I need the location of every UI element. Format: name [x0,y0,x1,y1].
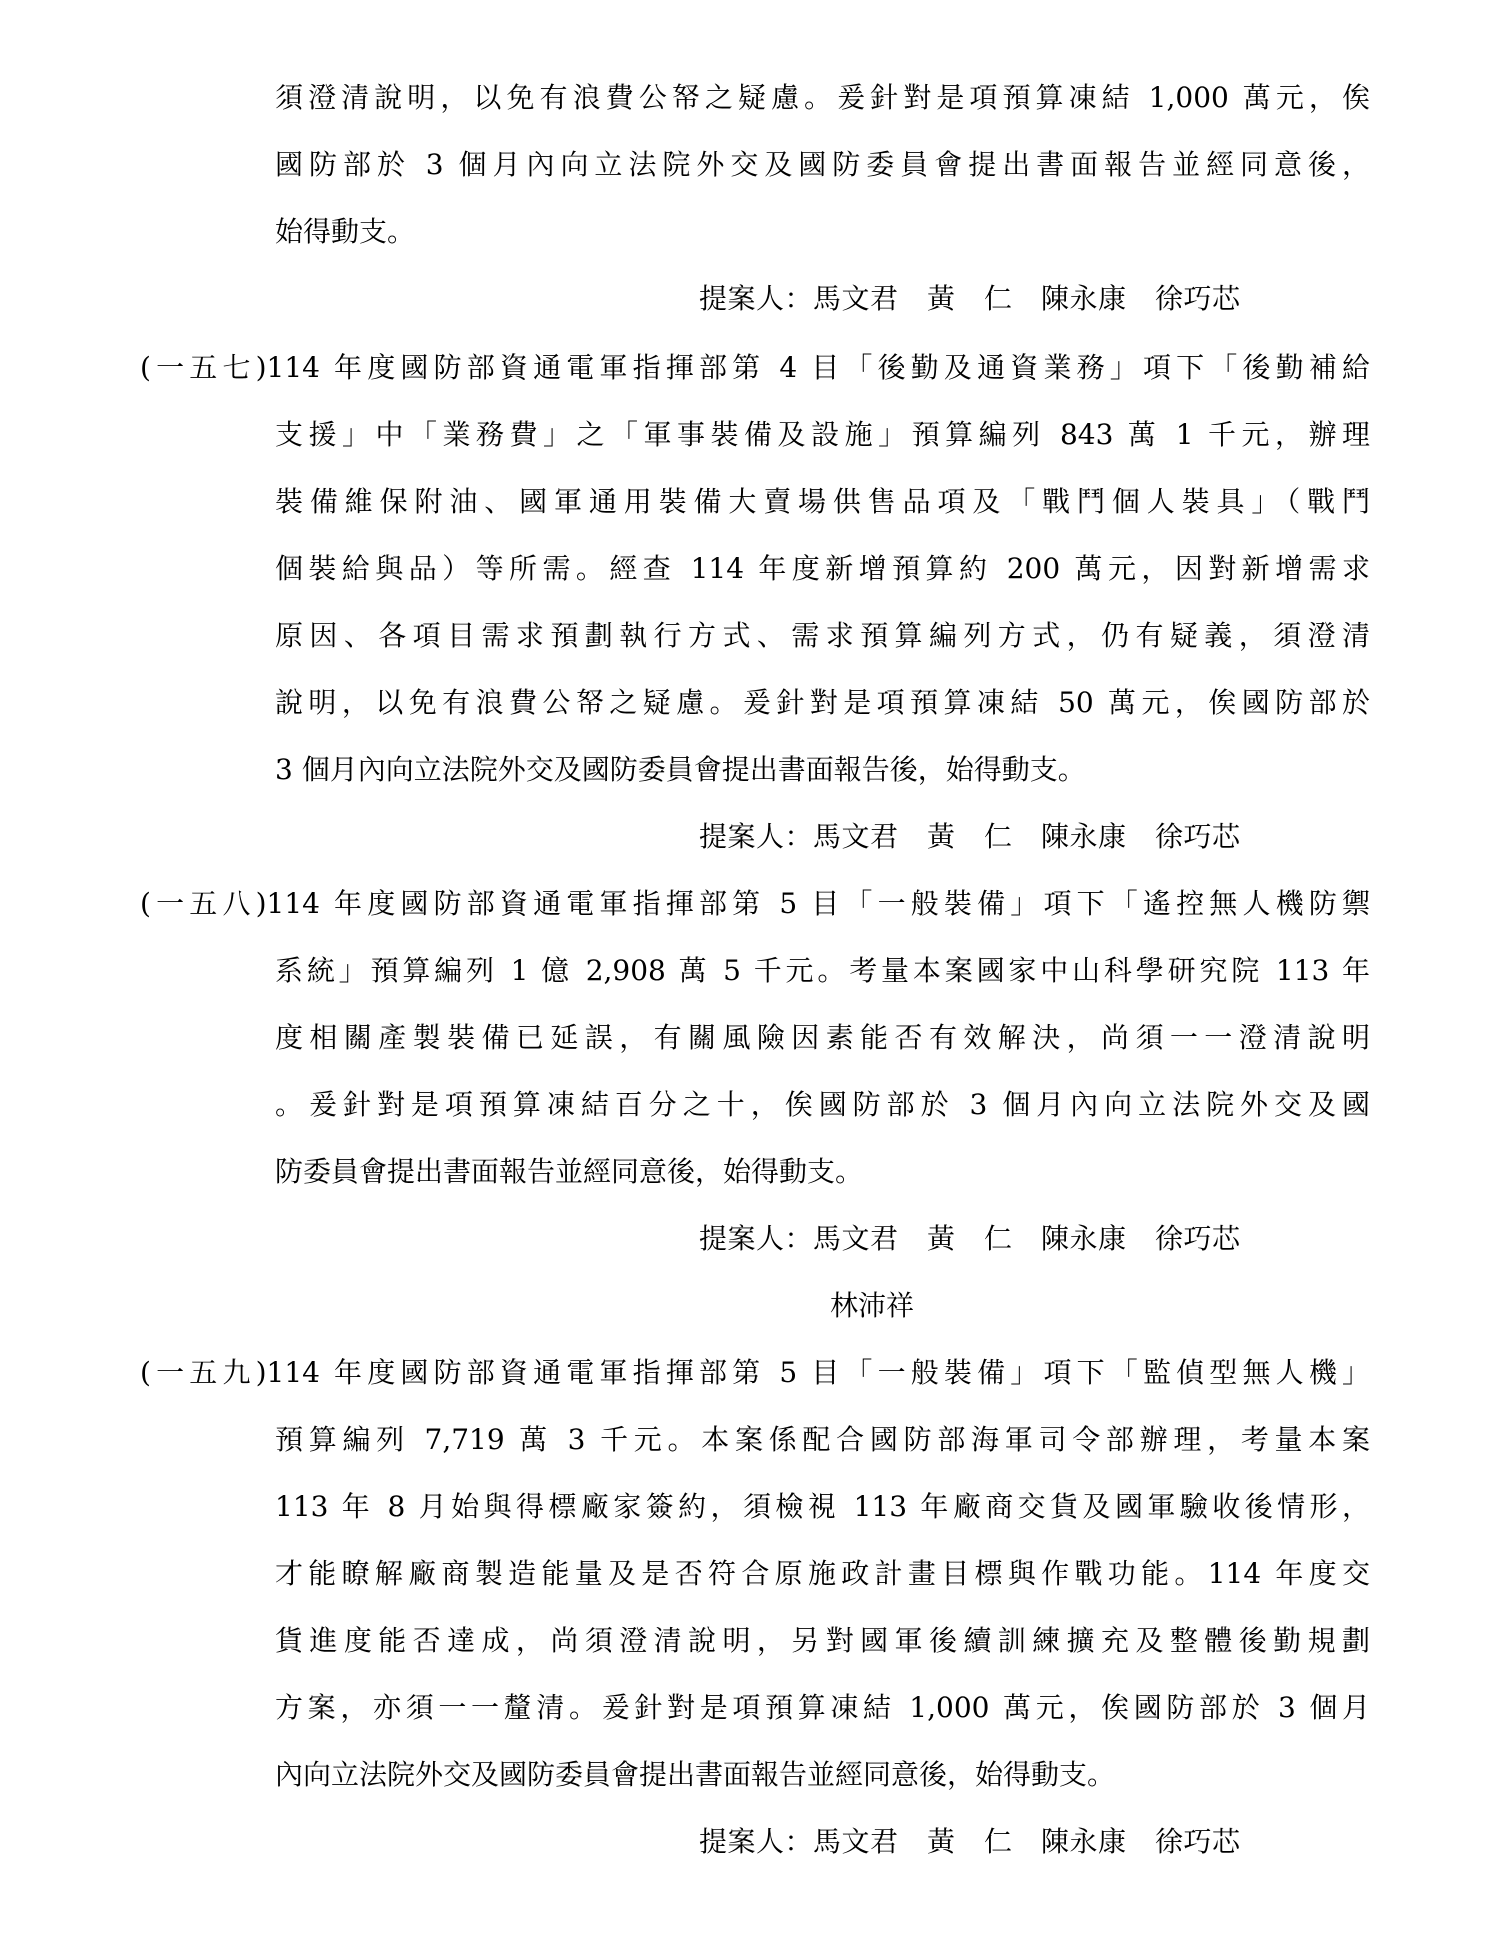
paragraph-line: 裝備維保附油、國軍通用裝備大賣場供售品項及「戰鬥個人裝具」（戰鬥 [275,485,1370,518]
proposer-line: 提案人：馬文君 黃 仁 陳永康 徐巧芯 [699,820,1241,853]
item-heading-line: (一五九)114 年度國防部資通電軍指揮部第 5 目「一般裝備」項下「監偵型無人機」 [140,1356,1370,1389]
proposer-line: 提案人：馬文君 黃 仁 陳永康 徐巧芯 [699,282,1241,315]
paragraph-line: 3 個月內向立法院外交及國防委員會提出書面報告後，始得動支。 [275,753,1086,786]
paragraph-line: 支援」中「業務費」之「軍事裝備及設施」預算編列 843 萬 1 千元，辦理 [275,418,1370,451]
proposer-line: 提案人：馬文君 黃 仁 陳永康 徐巧芯 [699,1222,1241,1255]
item-heading-line: (一五八)114 年度國防部資通電軍指揮部第 5 目「一般裝備」項下「遙控無人機防禦 [140,887,1370,920]
paragraph-line: 方案，亦須一一釐清。爰針對是項預算凍結 1,000 萬元，俟國防部於 3 個月 [275,1691,1370,1724]
proposer-extra-line: 林沛祥 [830,1289,915,1322]
paragraph-line: 113 年 8 月始與得標廠家簽約，須檢視 113 年廠商交貨及國軍驗收後情形， [275,1490,1370,1523]
paragraph-line: 。爰針對是項預算凍結百分之十，俟國防部於 3 個月內向立法院外交及國 [275,1088,1370,1121]
paragraph-line: 貨進度能否達成，尚須澄清說明，另對國軍後續訓練擴充及整體後勤規劃 [275,1624,1370,1657]
paragraph-line: 預算編列 7,719 萬 3 千元。本案係配合國防部海軍司令部辦理，考量本案 [275,1423,1370,1456]
paragraph-line: 國防部於 3 個月內向立法院外交及國防委員會提出書面報告並經同意後， [275,148,1370,181]
paragraph-line: 防委員會提出書面報告並經同意後，始得動支。 [275,1155,864,1188]
paragraph-line: 說明，以免有浪費公帑之疑慮。爰針對是項預算凍結 50 萬元，俟國防部於 [275,686,1370,719]
paragraph-line: 內向立法院外交及國防委員會提出書面報告並經同意後，始得動支。 [275,1758,1116,1791]
item-heading-line: (一五七)114 年度國防部資通電軍指揮部第 4 目「後勤及通資業務」項下「後勤補給 [140,351,1370,384]
proposer-line: 提案人：馬文君 黃 仁 陳永康 徐巧芯 [699,1825,1241,1858]
paragraph-line: 個裝給與品）等所需。經查 114 年度新增預算約 200 萬元，因對新增需求 [275,552,1370,585]
paragraph-line: 度相關產製裝備已延誤，有關風險因素能否有效解決，尚須一一澄清說明 [275,1021,1370,1054]
paragraph-line: 原因、各項目需求預劃執行方式、需求預算編列方式，仍有疑義，須澄清 [275,619,1370,652]
paragraph-line: 系統」預算編列 1 億 2,908 萬 5 千元。考量本案國家中山科學研究院 113 年 [275,954,1370,987]
paragraph-line: 才能瞭解廠商製造能量及是否符合原施政計畫目標與作戰功能。114 年度交 [275,1557,1370,1590]
paragraph-line: 須澄清說明，以免有浪費公帑之疑慮。爰針對是項預算凍結 1,000 萬元，俟 [275,81,1370,114]
paragraph-line: 始得動支。 [275,215,416,248]
